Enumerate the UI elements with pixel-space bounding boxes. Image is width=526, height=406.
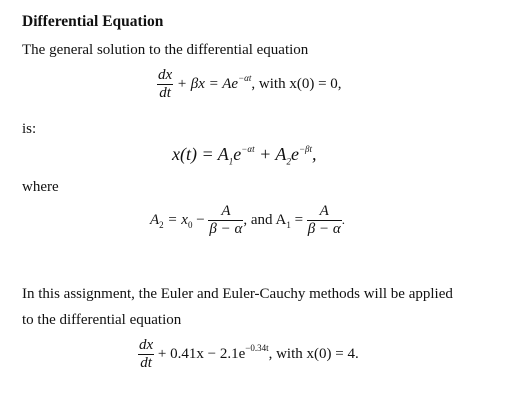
equation-ode-tail: , with x(0) = 0, bbox=[251, 75, 342, 92]
assignment-derivative-fraction bbox=[138, 338, 154, 371]
derivative-numerator: dx bbox=[158, 67, 173, 83]
assignment-derivative-denominator: dt bbox=[138, 354, 154, 371]
constant-a1-subscript: 1 bbox=[286, 219, 291, 230]
derivative-fraction bbox=[157, 68, 173, 101]
intro-text: The general solution to the differential equation bbox=[22, 42, 309, 58]
equation-ode-exponent: −αt bbox=[238, 72, 252, 83]
fraction-2-numerator: A bbox=[319, 203, 329, 219]
assignment-ode-tail: , with x(0) = 4. bbox=[268, 345, 359, 362]
minus-sign: − bbox=[192, 211, 209, 228]
assignment-line-2: to the differential equation bbox=[22, 312, 182, 328]
fraction-1-denominator: β − α bbox=[209, 221, 243, 237]
assignment-ode-terms: + 0.41x − 2.1e bbox=[154, 345, 246, 362]
equation-general-solution bbox=[172, 144, 317, 167]
assignment-ode-exponent: −0.34t bbox=[245, 342, 269, 353]
constant-a2-subscript: 2 bbox=[159, 219, 164, 230]
equation-assignment-ode bbox=[138, 338, 359, 371]
constant-a2: A bbox=[150, 211, 160, 228]
fraction-1-numerator: A bbox=[221, 203, 231, 219]
where-label: where bbox=[22, 179, 59, 195]
solution-exponent-2: −βt bbox=[298, 144, 312, 154]
constant-fraction-2 bbox=[307, 204, 342, 237]
derivative-denominator: dt bbox=[157, 84, 173, 101]
fraction-2-denominator: β − α bbox=[307, 221, 341, 237]
assignment-derivative-numerator: dx bbox=[139, 337, 154, 353]
and-text: , and A bbox=[243, 211, 287, 228]
end-dot: . bbox=[341, 211, 345, 227]
equation-ode bbox=[157, 68, 342, 101]
solution-lhs: x(t) = A bbox=[172, 144, 229, 164]
page-title: Differential Equation bbox=[22, 13, 164, 30]
equation-ode-terms: + βx = Ae bbox=[173, 75, 239, 92]
equation-constants bbox=[150, 204, 345, 237]
constant-a2-rhs: = x bbox=[163, 211, 188, 228]
solution-subscript-1: 1 bbox=[228, 156, 234, 167]
equals-sign: = bbox=[290, 211, 307, 228]
solution-subscript-2: 2 bbox=[286, 156, 291, 167]
assignment-line-1: In this assignment, the Euler and Euler-Cauchy methods will be applied bbox=[22, 286, 453, 302]
constant-fraction-1 bbox=[208, 204, 243, 237]
solution-exponent-1: −αt bbox=[241, 144, 255, 154]
solution-plus-term: + A bbox=[254, 144, 287, 164]
solution-tail: , bbox=[312, 144, 317, 164]
solution-exp-base-1: e bbox=[233, 144, 242, 164]
is-label: is: bbox=[22, 121, 37, 137]
x0-subscript: 0 bbox=[187, 219, 193, 230]
solution-exp-base-2: e bbox=[290, 144, 299, 164]
